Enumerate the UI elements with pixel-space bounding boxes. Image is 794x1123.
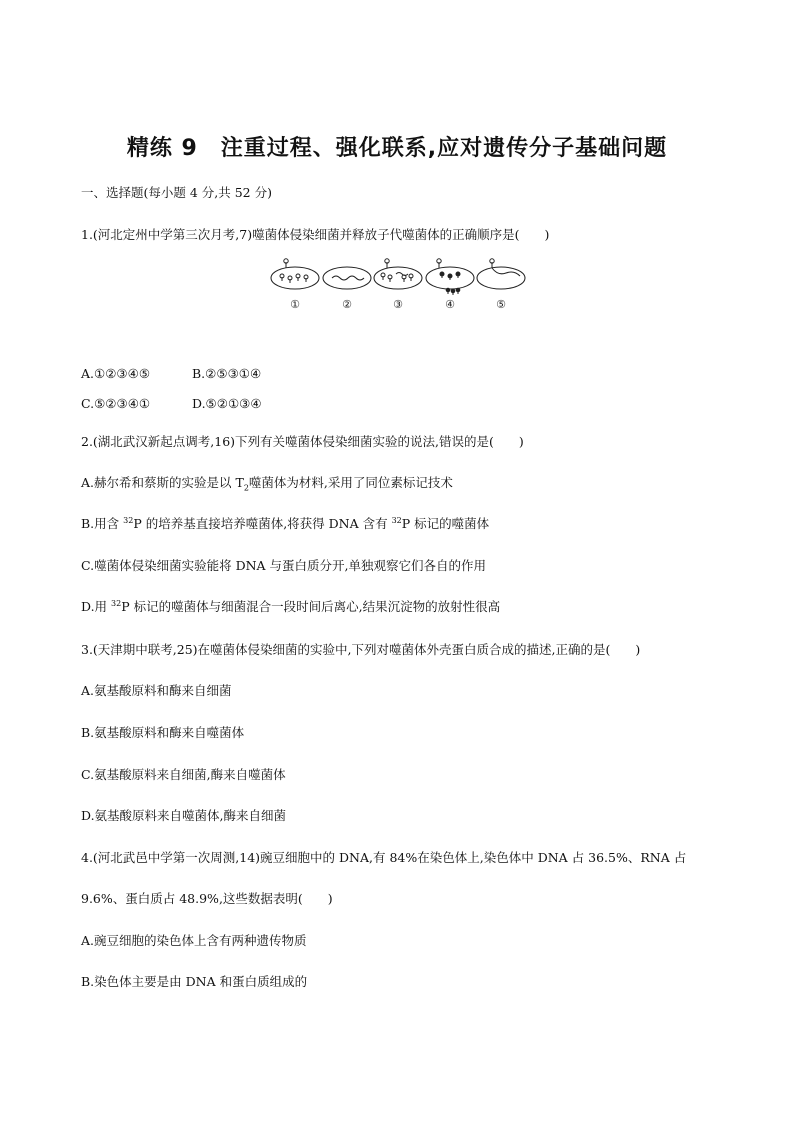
q1-option-b[interactable]: B.②⑤③①④: [192, 366, 262, 381]
q3-option-d[interactable]: D.氨基酸原料来自噬菌体,酶来自细菌: [81, 808, 287, 823]
q2-option-d[interactable]: D.用 $^{32}$P 标记的噬菌体与细菌混合一段时间后离心,结果沉淀物的放射性很高: [81, 598, 501, 614]
q3-option-b[interactable]: B.氨基酸原料和酶来自噬菌体: [81, 725, 245, 740]
q4-option-b[interactable]: B.染色体主要是由 DNA 和蛋白质组成的: [81, 974, 308, 989]
q2-option-a[interactable]: A.赫尔希和蔡斯的实验是以 $T_2$噬菌体为材料,采用了同位素标记技术: [81, 475, 453, 493]
bacterium-1: [271, 267, 319, 289]
q4-stem-line-1: 4.(河北武邑中学第一次周测,14)豌豆细胞中的 DNA,有 84%在染色体上,染色体中 DNA 占 36.5%、RNA 占: [81, 850, 687, 865]
q1-option-d[interactable]: D.⑤②①③④: [192, 396, 262, 411]
section-heading: 一、选择题(每小题 4 分,共 52 分): [81, 185, 272, 200]
bacterium-5: [477, 267, 525, 289]
q4-stem-line-2: 9.6%、蛋白质占 48.9%,这些数据表明( ): [81, 891, 333, 906]
q2-option-b[interactable]: B.用含 $^{32}$P 的培养基直接培养噬菌体,将获得 DNA 含有 $^{32}$P 标记的噬菌体: [81, 515, 490, 531]
q1-option-a[interactable]: A.①②③④⑤: [81, 366, 151, 381]
phage-infection-figure: [270, 256, 530, 316]
figure-label-2: ②: [342, 298, 352, 311]
q4-option-a[interactable]: A.豌豆细胞的染色体上含有两种遗传物质: [81, 933, 307, 948]
q1-options-row-1: [81, 366, 262, 381]
q2-option-c[interactable]: C.噬菌体侵染细菌实验能将 DNA 与蛋白质分开,单独观察它们各自的作用: [81, 558, 487, 573]
figure-label-5: ⑤: [496, 298, 506, 311]
page-title: 精练 9 注重过程、强化联系,应对遗传分子基础问题: [126, 136, 668, 161]
q1-option-c[interactable]: C.⑤②③④①: [81, 396, 151, 411]
q3-stem: 3.(天津期中联考,25)在噬菌体侵染细菌的实验中,下列对噬菌体外壳蛋白质合成的描述,正确的是( ): [81, 642, 641, 657]
q2-stem: 2.(湖北武汉新起点调考,16)下列有关噬菌体侵染细菌实验的说法,错误的是( ): [81, 434, 524, 449]
bacterium-3: [374, 267, 422, 289]
q1-options-row-2: [81, 396, 262, 411]
figure-label-4: ④: [445, 298, 455, 311]
figure-label-3: ③: [393, 298, 403, 311]
q1-stem: 1.(河北定州中学第三次月考,7)噬菌体侵染细菌并释放子代噬菌体的正确顺序是( ): [81, 227, 550, 242]
q3-option-c[interactable]: C.氨基酸原料来自细菌,酶来自噬菌体: [81, 767, 286, 782]
q3-option-a[interactable]: A.氨基酸原料和酶来自细菌: [81, 683, 232, 698]
figure-label-1: ①: [290, 298, 300, 311]
